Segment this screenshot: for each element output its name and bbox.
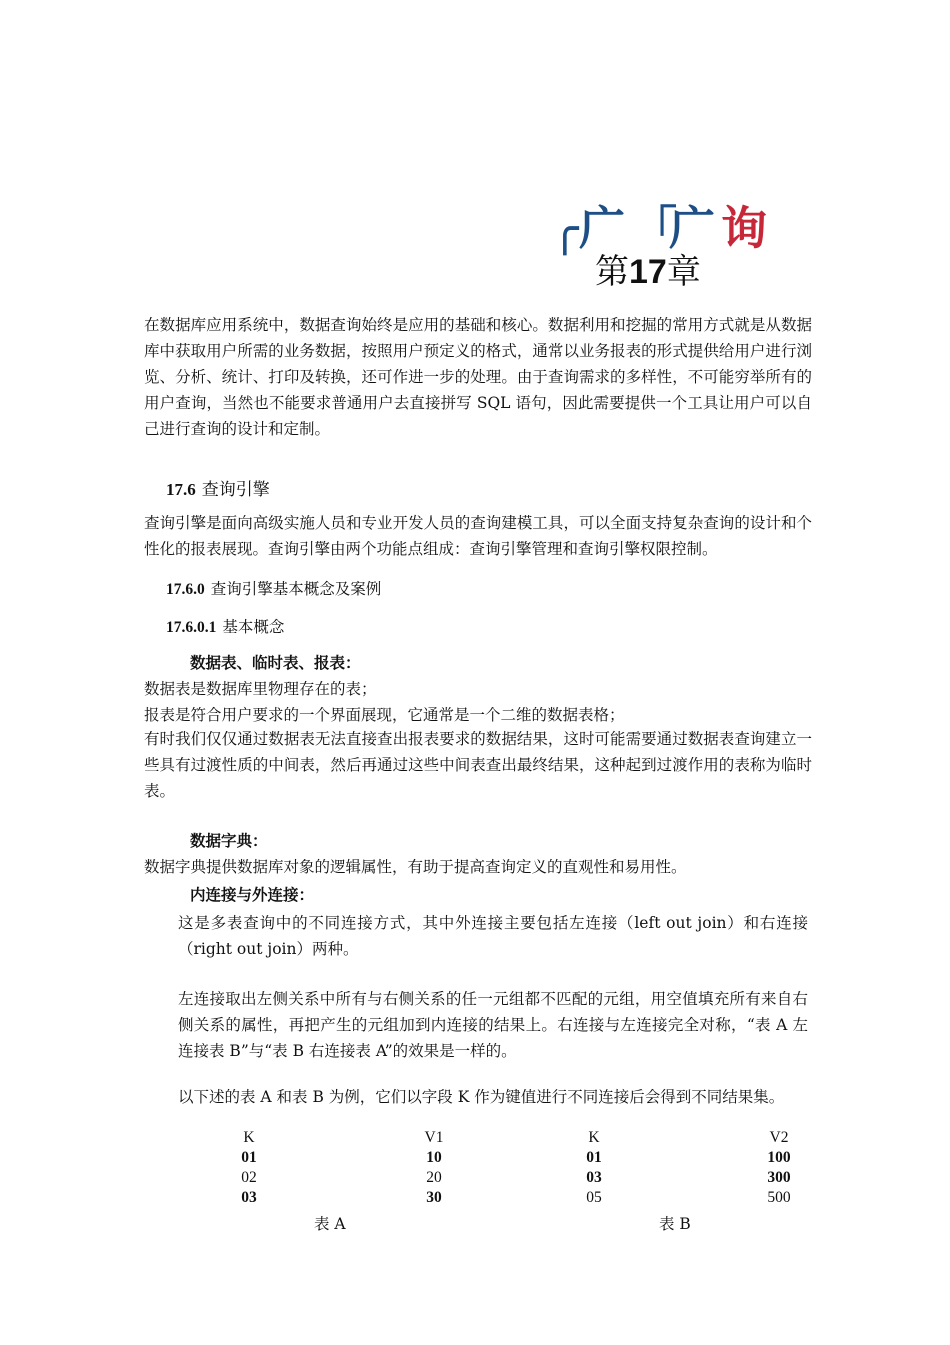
table-b-cell-v: 100 bbox=[767, 1149, 791, 1166]
table-a-header-v: V1 bbox=[424, 1129, 444, 1146]
table-a bbox=[210, 1128, 580, 1208]
chapter-number: 17 bbox=[629, 253, 667, 291]
table-a-row bbox=[210, 1168, 580, 1188]
table-b-row bbox=[555, 1148, 925, 1168]
chapter-prefix: 第 bbox=[595, 252, 629, 292]
table-a-cell-k: 03 bbox=[241, 1189, 257, 1206]
section-title: 查询引擎 bbox=[201, 480, 270, 500]
table-b-cell-v: 500 bbox=[767, 1189, 791, 1206]
table-a-row bbox=[210, 1148, 580, 1168]
subsection-title: 查询引擎基本概念及案例 bbox=[210, 580, 382, 598]
table-b bbox=[555, 1128, 925, 1208]
banner-glyph-3: 「 bbox=[631, 201, 677, 255]
concept-tables-line-2: 报表是符合用户要求的一个界面展现，它通常是一个二维的数据表格； bbox=[144, 706, 625, 724]
concept-join-term: 内连接与外连接： bbox=[190, 885, 315, 904]
table-b-row bbox=[555, 1168, 925, 1188]
subsection-heading bbox=[166, 576, 381, 603]
table-a-caption: 表 A bbox=[314, 1215, 346, 1233]
table-a-cell-k: 02 bbox=[241, 1169, 257, 1186]
table-a-cell-v: 10 bbox=[426, 1149, 442, 1166]
table-a-cell-k: 01 bbox=[241, 1149, 257, 1166]
table-a-cell-v: 30 bbox=[426, 1189, 442, 1206]
table-b-header-k: K bbox=[588, 1129, 600, 1146]
section-intro-paragraph: 查询引擎是面向高级实施人员和专业开发人员的查询建模工具，可以全面支持复杂查询的设计和个性化的报表展现。查询引擎由两个功能点组成：查询引擎管理和查询引擎权限控制。 bbox=[144, 514, 812, 558]
chapter-suffix: 章 bbox=[666, 252, 701, 292]
subsection-number: 17.6.0 bbox=[166, 581, 205, 598]
table-b-cell-v: 300 bbox=[767, 1169, 791, 1186]
concept-join-paragraph-1: 这是多表查询中的不同连接方式，其中外连接主要包括左连接（left out join）和右连接（right out join）两种。 bbox=[178, 914, 808, 958]
table-a-row bbox=[210, 1188, 580, 1208]
banner-glyph-2: 广 bbox=[579, 201, 625, 255]
table-b-cell-k: 01 bbox=[586, 1149, 602, 1166]
concept-join-paragraph-2: 左连接取出左侧关系中所有与右侧关系的任一元组都不匹配的元组，用空值填充所有来自右侧关系的属性，再把产生的元组加到内连接的结果上。右连接与左连接完全对称，“表 A 左连接表 B”与“表 B 右连接表 A”的效果是一样的。 bbox=[178, 990, 808, 1060]
concept-tables-term: 数据表、临时表、报表： bbox=[190, 653, 361, 672]
table-b-caption: 表 B bbox=[659, 1215, 691, 1233]
table-a-cell-v: 20 bbox=[426, 1169, 442, 1186]
table-b-row bbox=[555, 1188, 925, 1208]
concept-tables-line-1: 数据表是数据库里物理存在的表； bbox=[144, 680, 377, 698]
table-b-header-row bbox=[555, 1128, 925, 1148]
chapter-banner bbox=[551, 200, 781, 256]
subsubsection-heading bbox=[166, 614, 284, 641]
banner-glyph-1: ╭ bbox=[551, 201, 579, 255]
chapter-title bbox=[595, 250, 701, 294]
table-b-cell-k: 03 bbox=[586, 1169, 602, 1186]
table-a-header-k: K bbox=[243, 1129, 255, 1146]
concept-tables-paragraph: 有时我们仅仅通过数据表无法直接查出报表要求的数据结果，这时可能需要通过数据表查询建立一些具有过渡性质的中间表，然后再通过这些中间表查出最终结果，这种起到过渡作用的表称为临时表。 bbox=[144, 730, 812, 800]
section-heading bbox=[166, 477, 270, 503]
concept-join-paragraph-3: 以下述的表 A 和表 B 为例，它们以字段 K 作为键值进行不同连接后会得到不同结果集。 bbox=[178, 1088, 785, 1106]
concept-dictionary-line: 数据字典提供数据库对象的逻辑属性，有助于提高查询定义的直观性和易用性。 bbox=[144, 858, 687, 876]
banner-glyph-5: 询 bbox=[721, 201, 767, 255]
subsubsection-title: 基本概念 bbox=[222, 618, 285, 636]
section-number: 17.6 bbox=[166, 480, 196, 499]
concept-dictionary-term: 数据字典： bbox=[190, 831, 268, 850]
banner-glyph-4: 广 bbox=[669, 201, 715, 255]
subsubsection-number: 17.6.0.1 bbox=[166, 619, 217, 636]
intro-paragraph: 在数据库应用系统中，数据查询始终是应用的基础和核心。数据利用和挖掘的常用方式就是从数据库中获取用户所需的业务数据，按照用户预定义的格式，通常以业务报表的形式提供给用户进行浏览、分析、统计、打印及转换，还可作进一步的处理。由于查询需求的多样性，不可能穷举所有的用户查询，当然也不能要求普通用户去直接拼写 SQL 语句，因此需要提供一个工具让用户可以自己进行查询的设计和定制。 bbox=[144, 316, 812, 438]
table-b-cell-k: 05 bbox=[586, 1189, 602, 1206]
table-a-header-row bbox=[210, 1128, 580, 1148]
table-b-header-v: V2 bbox=[769, 1129, 789, 1146]
